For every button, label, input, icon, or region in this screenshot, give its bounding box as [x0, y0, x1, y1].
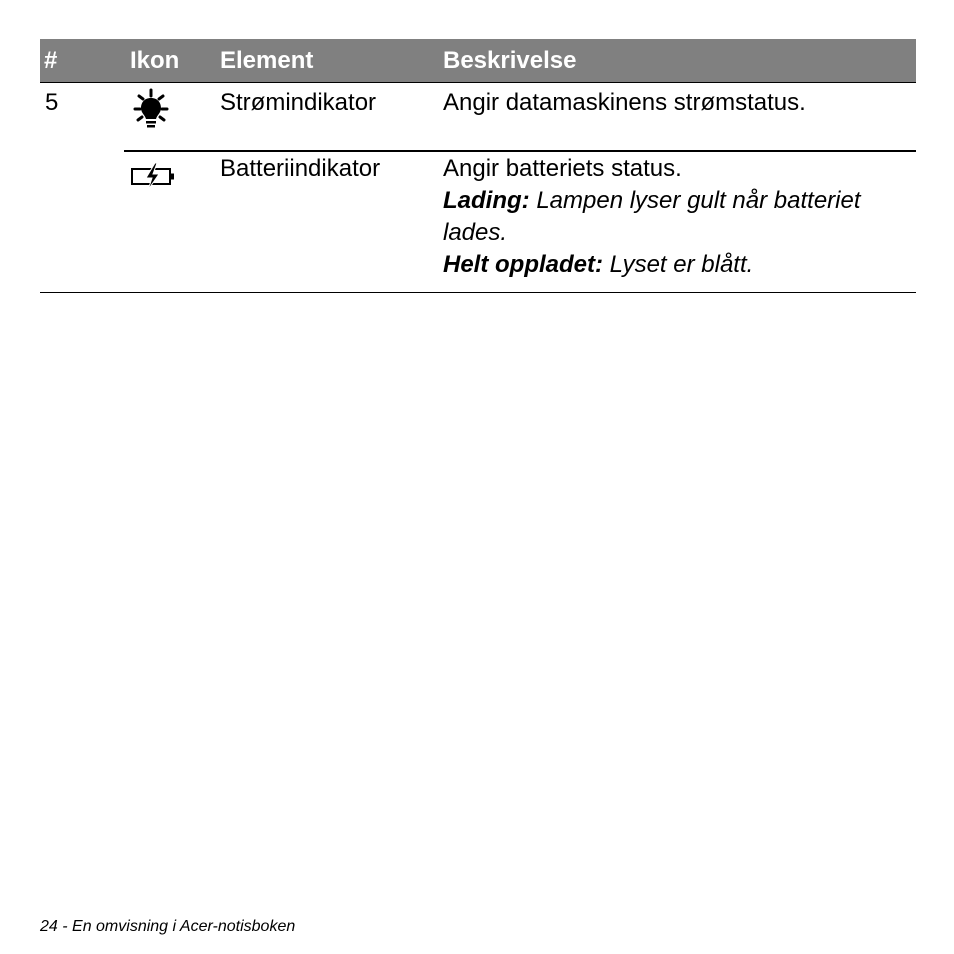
element-description	[443, 151, 916, 293]
header-number: #	[40, 39, 124, 83]
icon-cell	[124, 83, 220, 152]
table-row	[40, 83, 916, 152]
description-text: Angir datamaskinens strømstatus.	[443, 89, 806, 116]
full-charge-label: Helt oppladet:	[443, 251, 603, 278]
header-description: Beskrivelse	[443, 39, 916, 83]
group-number: 5	[40, 83, 124, 293]
charging-text: Lampen lyser gult når batteriet lades.	[443, 187, 861, 246]
table-header	[40, 39, 916, 83]
element-name: Strømindikator	[220, 89, 377, 116]
element-name: Batteriindikator	[220, 151, 443, 293]
full-charge-text: Lyset er blått.	[603, 251, 754, 278]
full-charge-detail	[443, 249, 916, 281]
header-icon: Ikon	[124, 39, 220, 83]
indicator-table	[40, 39, 916, 293]
header-element: Element	[220, 39, 443, 83]
power-light-bulb-icon	[129, 87, 179, 137]
charging-detail	[443, 185, 916, 249]
table-row	[40, 151, 916, 293]
page-footer: 24 - En omvisning i Acer-notisboken	[40, 918, 296, 935]
element-description	[443, 83, 916, 152]
charging-label: Lading:	[443, 187, 530, 214]
battery-charging-icon	[129, 153, 179, 203]
description-text: Angir batteriets status.	[443, 155, 682, 182]
icon-cell	[124, 151, 220, 293]
